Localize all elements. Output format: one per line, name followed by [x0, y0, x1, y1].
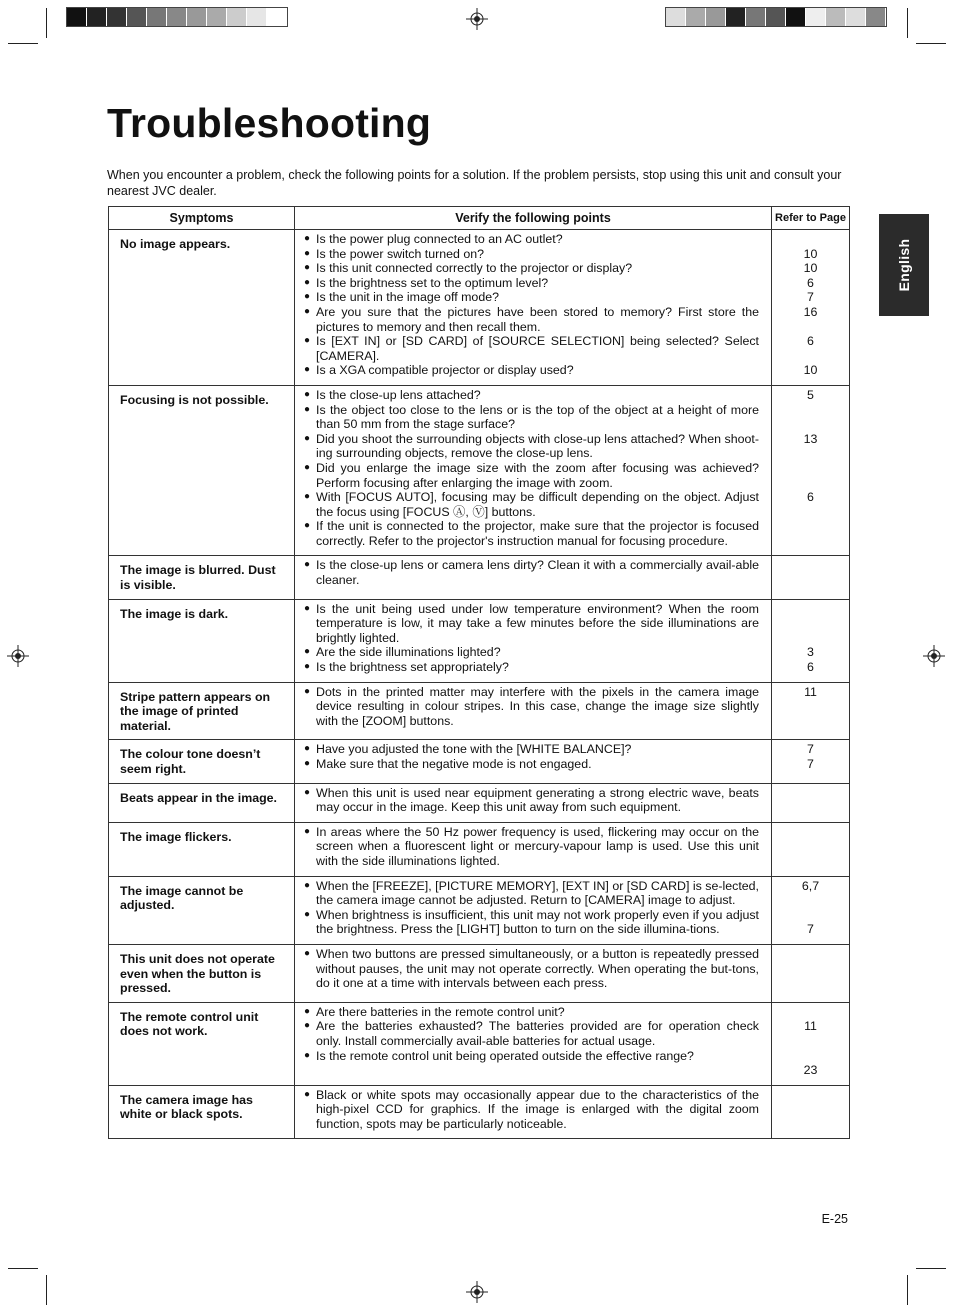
check-point-item: ● Is the remote control unit being operated outside the effective range? [304, 1049, 759, 1064]
refer-page-cell [772, 682, 850, 740]
check-point-item: ● Is the power plug connected to an AC outlet? [304, 232, 759, 247]
refer-page-number [772, 616, 849, 631]
registration-mark [466, 8, 488, 30]
symptom-cell: This unit does not operate even when the button is pressed. [109, 944, 295, 1002]
check-points-cell [295, 385, 772, 556]
refer-page-number: 11 [804, 684, 817, 699]
check-point-item: ● Did you enlarge the image size with the zoom after focusing was achieved? Perform focusing after enlarging the image with zoom. [304, 461, 759, 490]
check-point-item: ● When two buttons are pressed simultaneously, or a button is repeatedly pressed without pauses, the unit may not operate correctly. When operating the but-tons, do it one at a time with intervals between each press. [304, 947, 759, 991]
refer-page-number: 10 [803, 246, 818, 261]
refer-page-cell [772, 876, 850, 944]
check-points-cell [295, 822, 772, 876]
symptom-cell: The remote control unit does not work. [109, 1002, 295, 1085]
table-row [109, 740, 850, 783]
refer-page-cell [772, 783, 850, 822]
symptom-cell: The image cannot be adjusted. [109, 876, 295, 944]
troubleshooting-table [108, 206, 850, 1139]
check-point-item: ● Is the unit being used under low temperature environment? When the room temperature is low, it may take a few minutes before the side illuminations are brightly lighted. [304, 602, 759, 646]
symptom-cell: Focusing is not possible. [109, 385, 295, 556]
check-point-item: ● Are the batteries exhausted? The batteries provided are for operation check only. Install commercially avail-able batteries for actual usage. [304, 1019, 759, 1048]
refer-page-number [772, 417, 849, 432]
refer-page-number: 7 [807, 757, 814, 771]
refer-page-number: 13 [803, 431, 818, 446]
refer-page-number [772, 461, 849, 476]
check-points-cell [295, 599, 772, 682]
refer-page-cell [772, 1002, 850, 1085]
grayscale-bar [665, 7, 887, 27]
refer-page-number [772, 476, 849, 491]
refer-page-number: 23 [803, 1063, 818, 1078]
refer-page-number [772, 446, 849, 461]
check-point-item: ● In areas where the 50 Hz power frequency is used, flickering may occur on the screen when a fluorescent light or mercury-vapour lamp is used. Use this unit with the side illuminations lighted. [304, 825, 759, 869]
symptom-cell: The image is blurred. Dust is visible. [109, 556, 295, 599]
check-point-item: ● Is the close-up lens attached? [304, 388, 759, 403]
refer-page-number [772, 893, 849, 908]
table-row [109, 783, 850, 822]
refer-page-number: 5 [807, 387, 814, 402]
refer-page-number [772, 232, 849, 247]
refer-page-number: 6 [807, 660, 814, 675]
refer-page-cell [772, 385, 850, 556]
crop-mark [916, 43, 946, 44]
page-title: Troubleshooting [107, 100, 432, 146]
refer-page-number: 6 [807, 275, 814, 290]
symptoms-header: Symptoms [109, 207, 295, 230]
refer-page-cell [772, 822, 850, 876]
crop-mark [916, 1268, 946, 1269]
refer-page-number [772, 349, 849, 364]
table-row [109, 876, 850, 944]
crop-mark [46, 1275, 47, 1305]
table-row [109, 556, 850, 599]
check-points-cell [295, 230, 772, 386]
check-point-item: ● Make sure that the negative mode is not engaged. [304, 757, 759, 772]
check-point-item: ● If the unit is connected to the projector, make sure that the projector is focused correctly. Refer to the projector's instruction manual for focusing procedure. [304, 519, 759, 548]
registration-mark [7, 645, 29, 667]
table-row [109, 822, 850, 876]
points-header: Verify the following points [295, 207, 772, 230]
refer-page-cell [772, 944, 850, 1002]
refer-page-number [772, 1005, 849, 1020]
table-row [109, 1085, 850, 1139]
symptom-cell: The camera image has white or black spots. [109, 1085, 295, 1139]
check-points-cell [295, 740, 772, 783]
crop-mark [907, 1275, 908, 1305]
table-row [109, 944, 850, 1002]
symptom-cell: The image flickers. [109, 822, 295, 876]
refer-page-number: 6 [807, 490, 814, 505]
check-point-item: ● Dots in the printed matter may interfere with the pixels in the camera image device resulting in colour stripes. In this case, change the image size slightly with the [ZOOM] buttons. [304, 685, 759, 729]
refer-page-number [772, 320, 849, 335]
refer-page-cell [772, 740, 850, 783]
crop-mark [907, 8, 908, 38]
table-row [109, 1002, 850, 1085]
refer-page-number: 6,7 [801, 878, 820, 893]
refer-page-number [772, 1034, 849, 1049]
symptom-cell: The image is dark. [109, 599, 295, 682]
refer-page-number [772, 908, 849, 923]
check-points-cell [295, 876, 772, 944]
check-point-item: ● Is the brightness set to the optimum level? [304, 276, 759, 291]
check-point-item: ● Black or white spots may occasionally appear due to the characteristics of the high-pixel CCD for graphics. If the image is enlarged with the digital zoom function, spots may be particularly noticeable. [304, 1088, 759, 1132]
refer-page-number: 10 [803, 363, 818, 378]
refer-page-number: 11 [804, 1019, 817, 1034]
check-point-item: ● Are there batteries in the remote control unit? [304, 1005, 759, 1020]
language-tab-label: English [896, 238, 912, 292]
refer-page-number: 3 [807, 645, 814, 660]
table-header-row [109, 207, 850, 230]
check-point-item: ● When this unit is used near equipment generating a strong electric wave, beats may occur in the image. Keep this unit away from such equipment. [304, 786, 759, 815]
registration-mark [466, 1281, 488, 1303]
refer-page-cell [772, 599, 850, 682]
table-row [109, 599, 850, 682]
refer-page-cell [772, 556, 850, 599]
table-row [109, 682, 850, 740]
check-point-item: ● Is a XGA compatible projector or display used? [304, 363, 759, 378]
check-point-item: ● With [FOCUS AUTO], focusing may be difficult depending on the object. Adjust the focus using [FOCUS Ⓐ, Ⓥ] buttons. [304, 490, 759, 519]
crop-mark [8, 43, 38, 44]
check-points-cell [295, 682, 772, 740]
symptom-cell: No image appears. [109, 230, 295, 386]
check-point-item: ● Did you shoot the surrounding objects with close-up lens attached? When shoot-ing surrounding objects, remove the close-up lens. [304, 432, 759, 461]
symptom-cell: Beats appear in the image. [109, 783, 295, 822]
refer-page-number [772, 403, 849, 418]
check-point-item: ● When brightness is insufficient, this unit may not work properly even if you adjust the brightness. Press the [LIGHT] button to turn on the side illumina-tions. [304, 908, 759, 937]
refer-page-number: 7 [807, 922, 814, 937]
crop-mark [8, 1268, 38, 1269]
check-point-item: ● Is the close-up lens or camera lens dirty? Clean it with a commercially avail-able cleaner. [304, 558, 759, 587]
refer-page-number: 16 [803, 304, 818, 319]
check-points-cell [295, 944, 772, 1002]
check-point-item: ● Have you adjusted the tone with the [WHITE BALANCE]? [304, 742, 759, 757]
refer-page-header: Refer to Page [772, 207, 850, 230]
registration-mark [923, 645, 945, 667]
check-point-item: ● Is the brightness set appropriately? [304, 660, 759, 675]
refer-page-cell [772, 230, 850, 386]
grayscale-bar [66, 7, 288, 27]
check-point-item: ● Is this unit connected correctly to the projector or display? [304, 261, 759, 276]
check-points-cell [295, 1085, 772, 1139]
refer-page-number [772, 602, 849, 617]
refer-page-cell [772, 1085, 850, 1139]
language-tab [879, 214, 929, 316]
crop-mark [46, 8, 47, 38]
check-point-item: ● Is the object too close to the lens or is the top of the object at a height of more than 50 mm from the stage surface? [304, 403, 759, 432]
check-point-item: ● Is [EXT IN] or [SD CARD] of [SOURCE SELECTION] being selected? Select [CAMERA]. [304, 334, 759, 363]
table-row [109, 385, 850, 556]
check-points-cell [295, 783, 772, 822]
table-row [109, 230, 850, 386]
refer-page-number: 10 [803, 261, 818, 276]
check-point-item: ● When the [FREEZE], [PICTURE MEMORY], [EXT IN] or [SD CARD] is se-lected, the camera image cannot be adjusted. Return to [CAMERA] image to adjust. [304, 879, 759, 908]
symptom-cell: The colour tone doesn’t seem right. [109, 740, 295, 783]
refer-page-number: 7 [807, 290, 814, 305]
symptom-cell: Stripe pattern appears on the image of printed material. [109, 682, 295, 740]
check-point-item: ● Is the unit in the image off mode? [304, 290, 759, 305]
refer-page-number: 7 [807, 742, 814, 757]
check-point-item: ● Is the power switch turned on? [304, 247, 759, 262]
check-points-cell [295, 556, 772, 599]
refer-page-number: 6 [807, 334, 814, 349]
check-points-cell [295, 1002, 772, 1085]
refer-page-number [772, 631, 849, 646]
refer-page-number [772, 1049, 849, 1064]
check-point-item: ● Are you sure that the pictures have been stored to memory? First store the pictures to memory and then recall them. [304, 305, 759, 334]
page-number: E-25 [821, 1212, 848, 1226]
check-point-item: ● Are the side illuminations lighted? [304, 645, 759, 660]
intro-paragraph: When you encounter a problem, check the following points for a solution. If the problem persists, stop using this unit and consult your nearest JVC dealer. [107, 168, 842, 198]
